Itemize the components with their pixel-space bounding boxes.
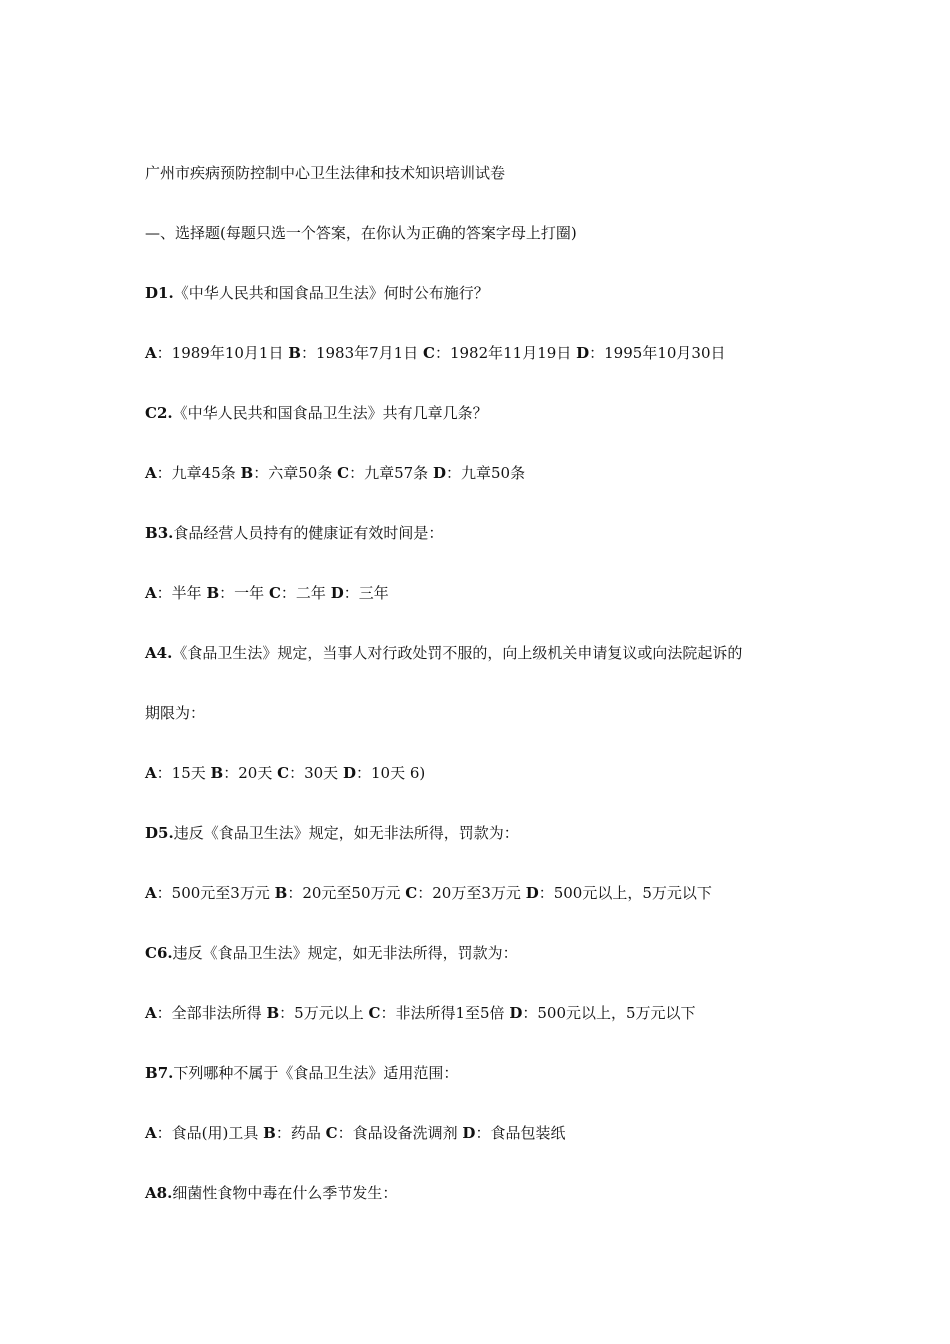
option-separator: ：	[522, 1004, 538, 1022]
option-text: 15天	[171, 764, 206, 782]
option-text: 药品	[290, 1124, 321, 1142]
option-separator: ：	[475, 1124, 491, 1142]
option-letter: C	[368, 1004, 381, 1022]
option-text: 食品(用)工具	[171, 1124, 259, 1142]
option-letter: C	[277, 764, 290, 782]
question-text: 《中华人民共和国食品卫生法》何时公布施行？	[173, 284, 489, 302]
option-letter: C	[423, 344, 435, 362]
option-text: 九章57条	[364, 464, 429, 482]
question-7	[145, 1063, 845, 1083]
option-letter: D	[576, 344, 590, 362]
option-separator: ：	[343, 584, 359, 602]
question-4-continuation: 期限为：	[145, 704, 206, 722]
option-text: 20万至3万元	[432, 884, 521, 902]
question-answer: B	[145, 1064, 158, 1082]
option-text: 500元以上，5万元以下	[537, 1004, 696, 1022]
option-letter: C	[268, 584, 281, 602]
question-7-options	[145, 1123, 845, 1143]
option-letter: C	[325, 1124, 338, 1142]
question-1-options	[145, 343, 845, 363]
question-6	[145, 943, 845, 963]
option-text: 一年	[234, 584, 265, 602]
question-answer: D	[145, 824, 159, 842]
option-letter: A	[145, 884, 157, 902]
option-separator: ：	[300, 344, 316, 362]
option-text: 500元以上，5万元以下	[553, 884, 712, 902]
option-text: 20天	[238, 764, 273, 782]
question-2-options	[145, 463, 845, 483]
option-letter: A	[145, 1004, 157, 1022]
option-text: 食品设备洗调剂	[352, 1124, 458, 1142]
question-number: 1.	[158, 284, 174, 302]
option-text: 三年	[358, 584, 389, 602]
option-text: 非法所得1至5倍	[395, 1004, 505, 1022]
option-separator: ：	[337, 1124, 353, 1142]
question-answer: C	[145, 944, 157, 962]
question-text: 《食品卫生法》规定，当事人对行政处罚不服的，向上级机关申请复议或向法院起诉的	[172, 644, 743, 662]
option-separator: ：	[349, 464, 365, 482]
question-text: 食品经营人员持有的健康证有效时间是：	[173, 524, 444, 542]
option-text: 20元至50万元	[302, 884, 401, 902]
option-letter: B	[266, 1004, 280, 1022]
question-number: 2.	[156, 404, 173, 422]
option-text: 全部非法所得	[171, 1004, 262, 1022]
option-letter: A	[145, 584, 157, 602]
question-1	[145, 283, 845, 303]
option-letter: D	[525, 884, 539, 902]
option-letter: B	[263, 1124, 276, 1142]
option-separator: ：	[219, 584, 235, 602]
question-3	[145, 523, 845, 543]
option-text: 1983年7月1日	[315, 344, 419, 362]
option-separator: ：	[445, 464, 461, 482]
option-text: 九章45条	[171, 464, 236, 482]
option-text: 六章50条	[268, 464, 333, 482]
option-separator: ：	[156, 884, 172, 902]
option-text: 食品包装纸	[490, 1124, 566, 1142]
option-letter: D	[330, 584, 344, 602]
question-number: 6.	[156, 944, 173, 962]
option-separator: ：	[417, 884, 433, 902]
question-6-options	[145, 1003, 845, 1023]
option-separator: ：	[156, 344, 172, 362]
question-5-options	[145, 883, 845, 903]
option-text: 半年	[171, 584, 202, 602]
option-letter: C	[337, 464, 350, 482]
option-text: 二年	[295, 584, 326, 602]
option-separator: ：	[275, 1124, 291, 1142]
section-heading: —、选择题(每题只选一个答案，在你认为正确的答案字母上打圈)	[145, 224, 577, 242]
option-separator: ：	[380, 1004, 396, 1022]
question-number: 4.	[156, 644, 173, 662]
option-letter: B	[206, 584, 220, 602]
document-title: 广州市疾病预防控制中心卫生法律和技术知识培训试卷	[145, 164, 506, 182]
option-letter: A	[145, 764, 157, 782]
option-letter: D	[432, 464, 446, 482]
question-5	[145, 823, 845, 843]
option-separator: ：	[280, 584, 296, 602]
option-letter: D	[509, 1004, 523, 1022]
option-separator: ：	[279, 1004, 295, 1022]
option-separator: ：	[156, 1004, 172, 1022]
option-letter: B	[210, 764, 224, 782]
option-separator: ：	[156, 1124, 172, 1142]
option-letter: A	[145, 1124, 157, 1142]
option-separator: ：	[156, 764, 172, 782]
option-text: 1995年10月30日	[604, 344, 726, 362]
option-separator: ：	[434, 344, 450, 362]
option-separator: ：	[156, 584, 172, 602]
option-letter: B	[240, 464, 254, 482]
option-letter: D	[342, 764, 356, 782]
option-letter: B	[288, 344, 301, 362]
option-text: 九章50条	[460, 464, 526, 482]
question-text: 细菌性食物中毒在什么季节发生：	[172, 1184, 398, 1202]
option-separator: ：	[156, 464, 172, 482]
option-letter: A	[145, 344, 157, 362]
question-answer: C	[145, 404, 157, 422]
question-answer: A	[145, 1184, 157, 1202]
option-letter: D	[462, 1124, 476, 1142]
option-text: 1989年10月1日	[171, 344, 284, 362]
option-separator: ：	[287, 884, 303, 902]
question-number: 5.	[158, 824, 174, 842]
option-separator: ：	[223, 764, 239, 782]
question-answer: A	[145, 644, 157, 662]
option-separator: ：	[589, 344, 605, 362]
question-4-options	[145, 763, 845, 783]
option-text: 1982年11月19日	[449, 344, 572, 362]
question-answer: B	[145, 524, 158, 542]
option-separator: ：	[355, 764, 371, 782]
question-text: 下列哪种不属于《食品卫生法》适用范围：	[173, 1064, 459, 1082]
question-answer: D	[145, 284, 159, 302]
option-letter: B	[274, 884, 288, 902]
question-text: 《中华人民共和国食品卫生法》共有几章几条？	[172, 404, 488, 422]
question-4	[145, 643, 845, 663]
question-text: 违反《食品卫生法》规定，如无非法所得，罚款为：	[172, 944, 518, 962]
question-number: 8.	[156, 1184, 173, 1202]
option-separator: ：	[538, 884, 554, 902]
option-letter: C	[405, 884, 418, 902]
question-8	[145, 1183, 845, 1203]
option-separator: ：	[289, 764, 305, 782]
option-text: 10天 6)	[370, 764, 426, 782]
option-text: 500元至3万元	[171, 884, 270, 902]
option-text: 30天	[304, 764, 339, 782]
question-3-options	[145, 583, 845, 603]
option-letter: A	[145, 464, 157, 482]
option-separator: ：	[253, 464, 269, 482]
option-text: 5万元以上	[294, 1004, 364, 1022]
question-number: 7.	[157, 1064, 174, 1082]
question-2	[145, 403, 845, 423]
question-text: 违反《食品卫生法》规定，如无非法所得，罚款为：	[173, 824, 519, 842]
question-number: 3.	[157, 524, 174, 542]
